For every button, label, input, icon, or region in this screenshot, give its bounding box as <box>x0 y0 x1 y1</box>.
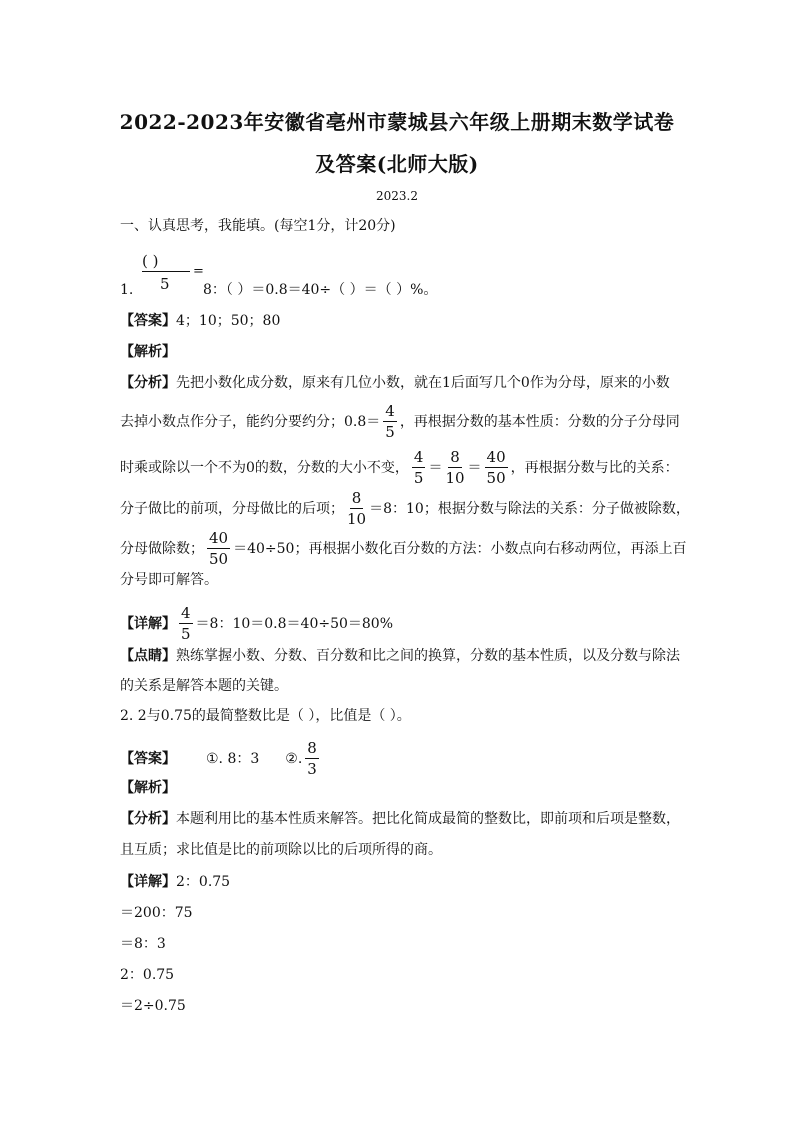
q2-fenxi-line-1 <box>120 809 680 829</box>
detail-text: 2：0.75 <box>176 874 231 890</box>
fenxi-tag: 【分析】 <box>120 811 176 827</box>
fenxi-text: 时乘或除以一个不为0的数，分数的大小不变， <box>120 460 409 476</box>
fenxi-text: ＝40÷50；再根据小数化百分数的方法：小数点向右移动两位，再添上百 <box>233 541 687 557</box>
q1-number: 1. <box>120 282 134 298</box>
fenxi-text: 先把小数化成分数，原来有几位小数，就在1后面写几个0作为分母，原来的小数 <box>176 375 670 391</box>
exam-date: 2023.2 <box>376 189 418 203</box>
equals: ＝ <box>467 460 482 476</box>
fenxi-text: 分子做比的前项，分母做比的后项； <box>120 501 344 517</box>
q1-fraction-denominator: 5 <box>160 275 170 293</box>
fenxi-text: 本题利用比的基本性质来解答。把比化简成最简的整数比，即前项和后项是整数， <box>176 811 680 827</box>
comment-text: 熟练掌握小数、分数、百分数和比之间的换算，分数的基本性质，以及分数与除法 <box>176 648 680 664</box>
page-title-line-1: 2022-2023年安徽省亳州市蒙城县六年级上册期末数学试卷 <box>119 110 675 134</box>
fraction-8-10: $\frac{8}{10}$ <box>347 489 367 528</box>
q1-fraction-equals: = <box>193 264 204 279</box>
q1-jiexi <box>120 342 176 362</box>
page-title-line-2: 及答案(北师大版) <box>315 152 479 176</box>
q2-step-3: 2：0.75 <box>120 967 175 983</box>
answer-tag: 【答案】 <box>120 751 176 767</box>
q1-fraction-numerator: ( ) <box>142 252 159 270</box>
q1-detail <box>120 606 393 642</box>
fraction-8-3: $\frac{8}{3}$ <box>307 739 317 778</box>
q2-step-2: ＝8：3 <box>120 936 166 952</box>
fenxi-text: 去掉小数点作分子，能约分要约分；0.8＝ <box>120 414 381 430</box>
comment-tag: 【点睛】 <box>120 648 176 664</box>
q2-fenxi-line-2: 且互质；求比值是比的前项除以比的后项所得的商。 <box>120 842 442 858</box>
fenxi-text: ，再根据分数与比的关系： <box>510 460 679 476</box>
detail-tag: 【详解】 <box>120 874 176 890</box>
q1-fenxi-line-2 <box>120 404 680 440</box>
q1-stem: 8：（ ）＝0.8＝40÷（ ）＝（ ）%。 <box>203 282 438 298</box>
q2-answer <box>120 741 322 777</box>
equals: ＝ <box>428 460 443 476</box>
fraction-8-10: $\frac{8}{10}$ <box>445 448 465 487</box>
q1-fenxi-line-6: 分号即可解答。 <box>120 572 218 588</box>
answer-tag: 【答案】 <box>120 313 176 329</box>
fraction-40-50: $\frac{40}{50}$ <box>486 448 506 487</box>
fenxi-text: ，再根据分数的基本性质：分数的分子分母同 <box>399 414 680 430</box>
q1-fenxi-line-3 <box>120 450 679 486</box>
analysis-tag: 【解析】 <box>120 344 176 360</box>
analysis-tag: 【解析】 <box>120 780 176 796</box>
answer-text: 4；10；50；80 <box>176 313 281 329</box>
q2-stem: 2. 2与0.75的最简整数比是（ ），比值是（ ）。 <box>120 708 411 724</box>
q1-dianjing-line-2: 的关系是解答本题的关键。 <box>120 678 288 694</box>
fraction-40-50: $\frac{40}{50}$ <box>209 529 229 568</box>
section-heading: 一、认真思考，我能填。(每空1分，计20分) <box>120 218 396 234</box>
q1-fenxi-line-5 <box>120 531 686 567</box>
fraction-4-5: $\frac{4}{5}$ <box>385 402 395 441</box>
answer-1: ①. 8：3 <box>206 751 260 767</box>
fenxi-text: ＝8：10；根据分数与除法的关系：分子做被除数， <box>369 501 690 517</box>
fraction-4-5: $\frac{4}{5}$ <box>181 604 191 643</box>
q1-dianjing-line-1 <box>120 646 680 666</box>
q2-step-1: ＝200：75 <box>120 905 193 921</box>
q2-step-4: ＝2÷0.75 <box>120 998 186 1014</box>
detail-text: ＝8：10＝0.8＝40÷50＝80% <box>195 616 394 632</box>
q1-fenxi-line-1 <box>120 373 670 393</box>
answer-2-label: ②. <box>285 751 303 767</box>
q1-fenxi-line-4 <box>120 491 690 527</box>
q1-answer <box>120 311 280 331</box>
q2-detail <box>120 872 230 892</box>
q1-fraction-bar <box>142 271 190 272</box>
q2-jiexi <box>120 778 176 798</box>
fraction-4-5: $\frac{4}{5}$ <box>413 448 424 487</box>
fenxi-text: 分母做除数； <box>120 541 204 557</box>
detail-tag: 【详解】 <box>120 616 176 632</box>
fenxi-tag: 【分析】 <box>120 375 176 391</box>
